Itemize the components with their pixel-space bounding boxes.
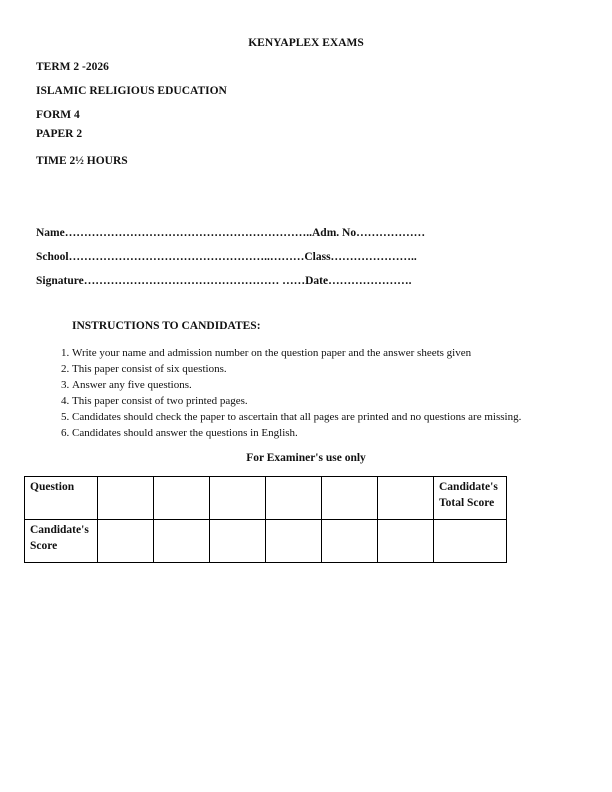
instruction-item: 6. Candidates should answer the questions in English. — [72, 425, 612, 441]
exam-title: KENYAPLEX EXAMS — [248, 37, 364, 49]
question-cell — [210, 477, 266, 520]
candidate-score-label-cell: Candidate's Score — [25, 520, 98, 563]
examiner-use-title: For Examiner's use only — [246, 452, 366, 464]
question-cell — [322, 477, 378, 520]
score-cell — [322, 520, 378, 563]
question-cell — [154, 477, 210, 520]
form-label: FORM 4 — [36, 109, 80, 121]
instruction-item: 2. This paper consist of six questions. — [72, 361, 612, 377]
time-label: TIME 2½ HOURS — [36, 155, 128, 167]
signature-date-field: Signature…………………………………………… ……Date…………………. — [36, 275, 412, 287]
table-row — [25, 520, 507, 563]
name-adm-field: Name………………………………………………………..Adm. No……………… — [36, 227, 426, 239]
question-cell — [378, 477, 434, 520]
instructions-list — [36, 345, 612, 441]
score-cell — [210, 520, 266, 563]
total-score-label-cell: Candidate's Total Score — [434, 477, 507, 520]
score-cell — [266, 520, 322, 563]
table-row — [25, 477, 507, 520]
school-class-field: School……………………………………………..………Class………………….. — [36, 251, 417, 263]
instruction-item: 4. This paper consist of two printed pages. — [72, 393, 612, 409]
instruction-item: 3. Answer any five questions. — [72, 377, 612, 393]
score-cell — [154, 520, 210, 563]
instructions-title: INSTRUCTIONS TO CANDIDATES: — [72, 320, 261, 332]
score-cell — [98, 520, 154, 563]
paper-label: PAPER 2 — [36, 128, 83, 140]
subject-label: ISLAMIC RELIGIOUS EDUCATION — [36, 85, 227, 97]
examiner-score-table — [24, 476, 507, 563]
term-label: TERM 2 -2026 — [36, 61, 109, 73]
question-cell — [266, 477, 322, 520]
total-score-cell — [434, 520, 507, 563]
score-cell — [378, 520, 434, 563]
instruction-item: 5. Candidates should check the paper to ascertain that all pages are printed and no questions are missing. — [72, 409, 612, 425]
question-label-cell: Question — [25, 477, 98, 520]
instruction-item: 1. Write your name and admission number on the question paper and the answer sheets given — [72, 345, 612, 361]
question-cell — [98, 477, 154, 520]
